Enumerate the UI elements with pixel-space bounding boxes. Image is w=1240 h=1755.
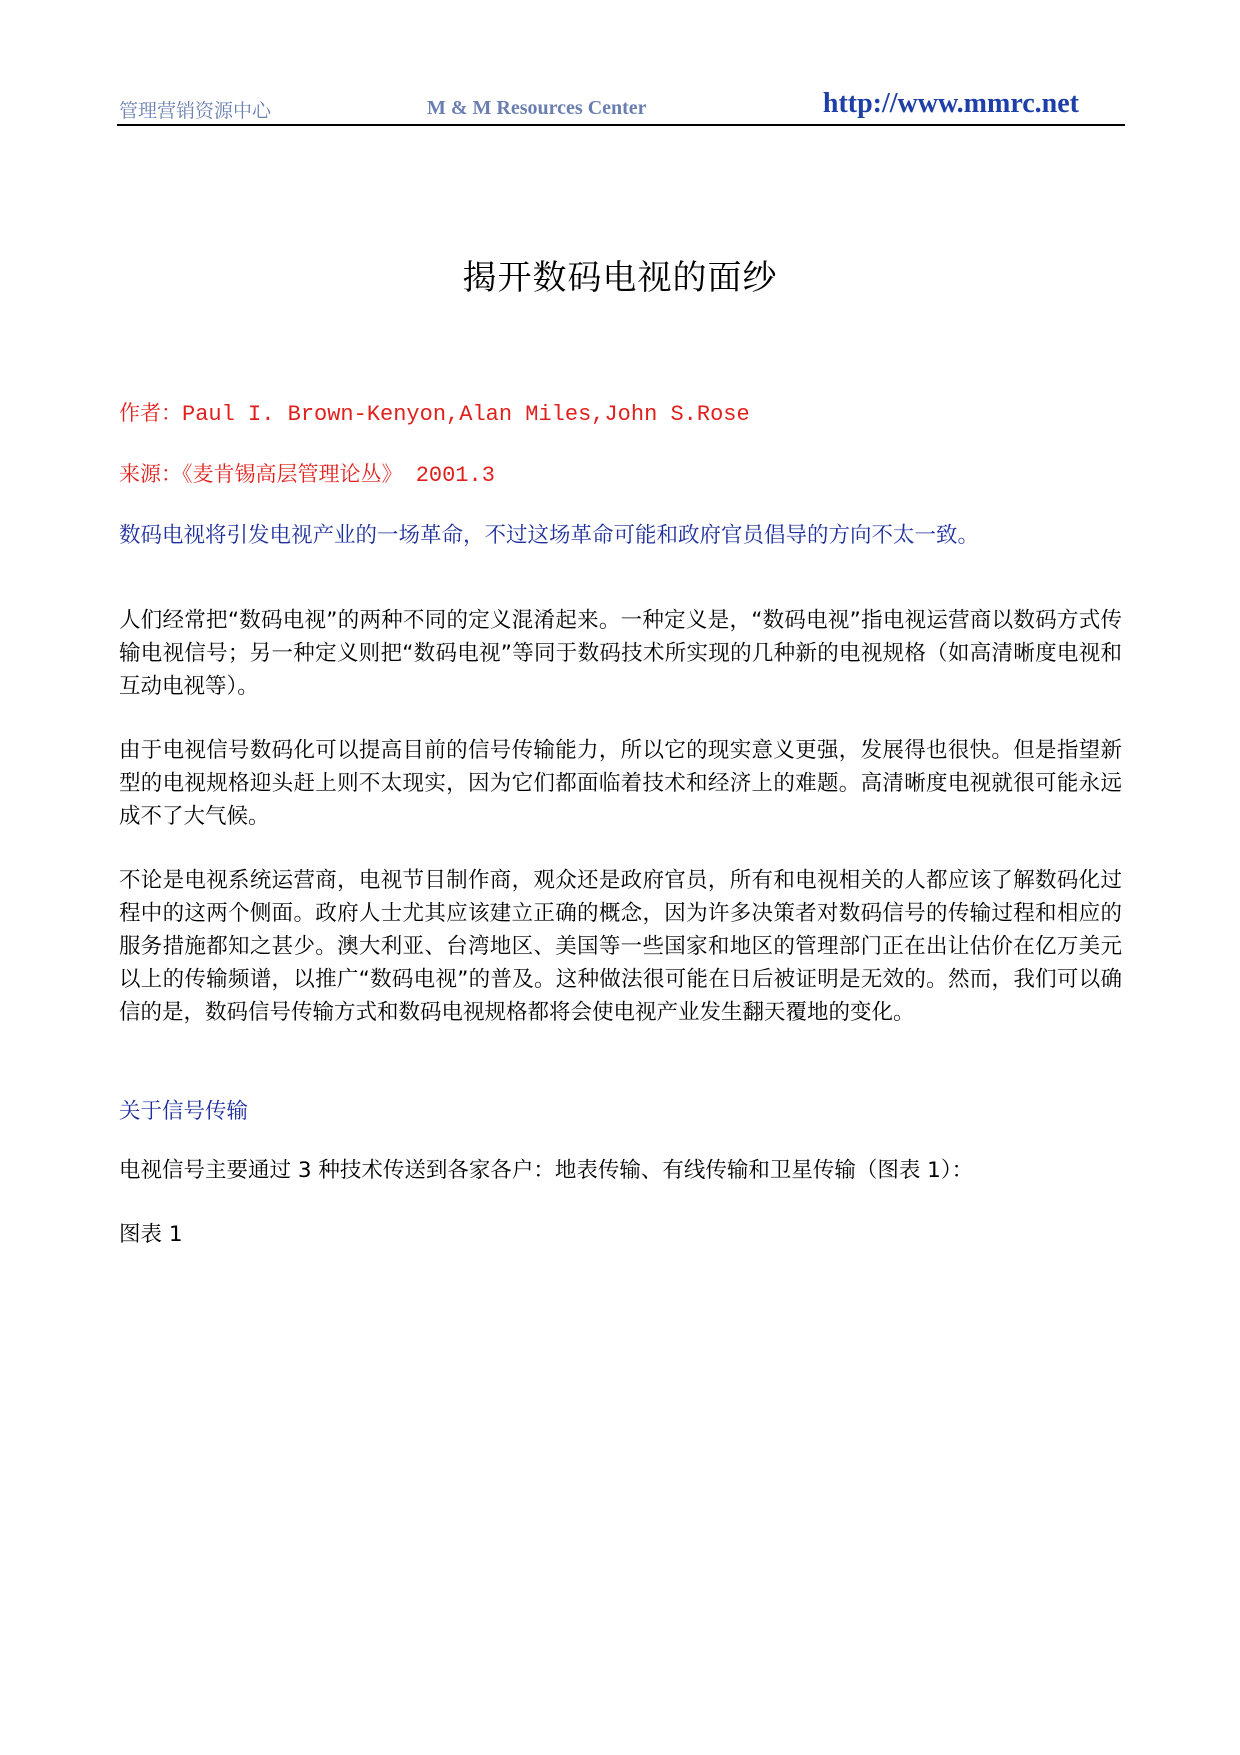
author-names: Paul I. Brown-Kenyon,Alan Miles,John S.Rose [182,402,750,427]
header-org-chinese: 管理营销资源中心 [119,100,272,122]
source-label: 来源： [119,462,182,486]
article-title: 揭开数码电视的面纱 [462,258,778,298]
header-org-english: M & M Resources Center [427,97,647,119]
body-paragraph-1: 人们经常把“数码电视”的两种不同的定义混淆起来。一种定义是，“数码电视”指电视运营商以数码方式传输电视信号；另一种定义则把“数码电视”等同于数码技术所实现的几种新的电视规格（如高清晰度电视和互动电视等）。 [119,608,1122,699]
section-paragraph: 电视信号主要通过 3 种技术传送到各家各户：地表传输、有线传输和卫星传输（图表 1）： [119,1158,974,1183]
source-issue: 2001.3 [402,463,495,488]
body-paragraph-2: 由于电视信号数码化可以提高目前的信号传输能力，所以它的现实意义更强，发展得也很快。但是指望新型的电视规格迎头赶上则不太现实，因为它们都面临着技术和经济上的难题。高清晰度电视就很可能永远成不了大气候。 [119,738,1122,829]
source-line [119,458,495,488]
article-lead: 数码电视将引发电视产业的一场革命，不过这场革命可能和政府官员倡导的方向不太一致。 [119,523,980,548]
body-paragraph-3: 不论是电视系统运营商，电视节目制作商，观众还是政府官员，所有和电视相关的人都应该了解数码化过程中的这两个侧面。政府人士尤其应该建立正确的概念，因为许多决策者对数码信号的传输过程和相应的服务措施都知之甚少。澳大利亚、台湾地区、美国等一些国家和地区的管理部门正在出让估价在亿万美元以上的传输频谱，以推广“数码电视”的普及。这种做法很可能在日后被证明是无效的。然而，我们可以确信的是，数码信号传输方式和数码电视规格都将会使电视产业发生翻天覆地的变化。 [119,868,1122,1025]
author-line [119,397,750,427]
section-heading: 关于信号传输 [119,1099,249,1124]
figure-label: 图表 1 [119,1222,183,1247]
page-header [117,88,1125,126]
header-website-link[interactable]: http://www.mmrc.net [822,88,1079,119]
source-publication: 《麦肯锡高层管理论丛》 [182,462,403,486]
author-label: 作者： [119,401,182,425]
